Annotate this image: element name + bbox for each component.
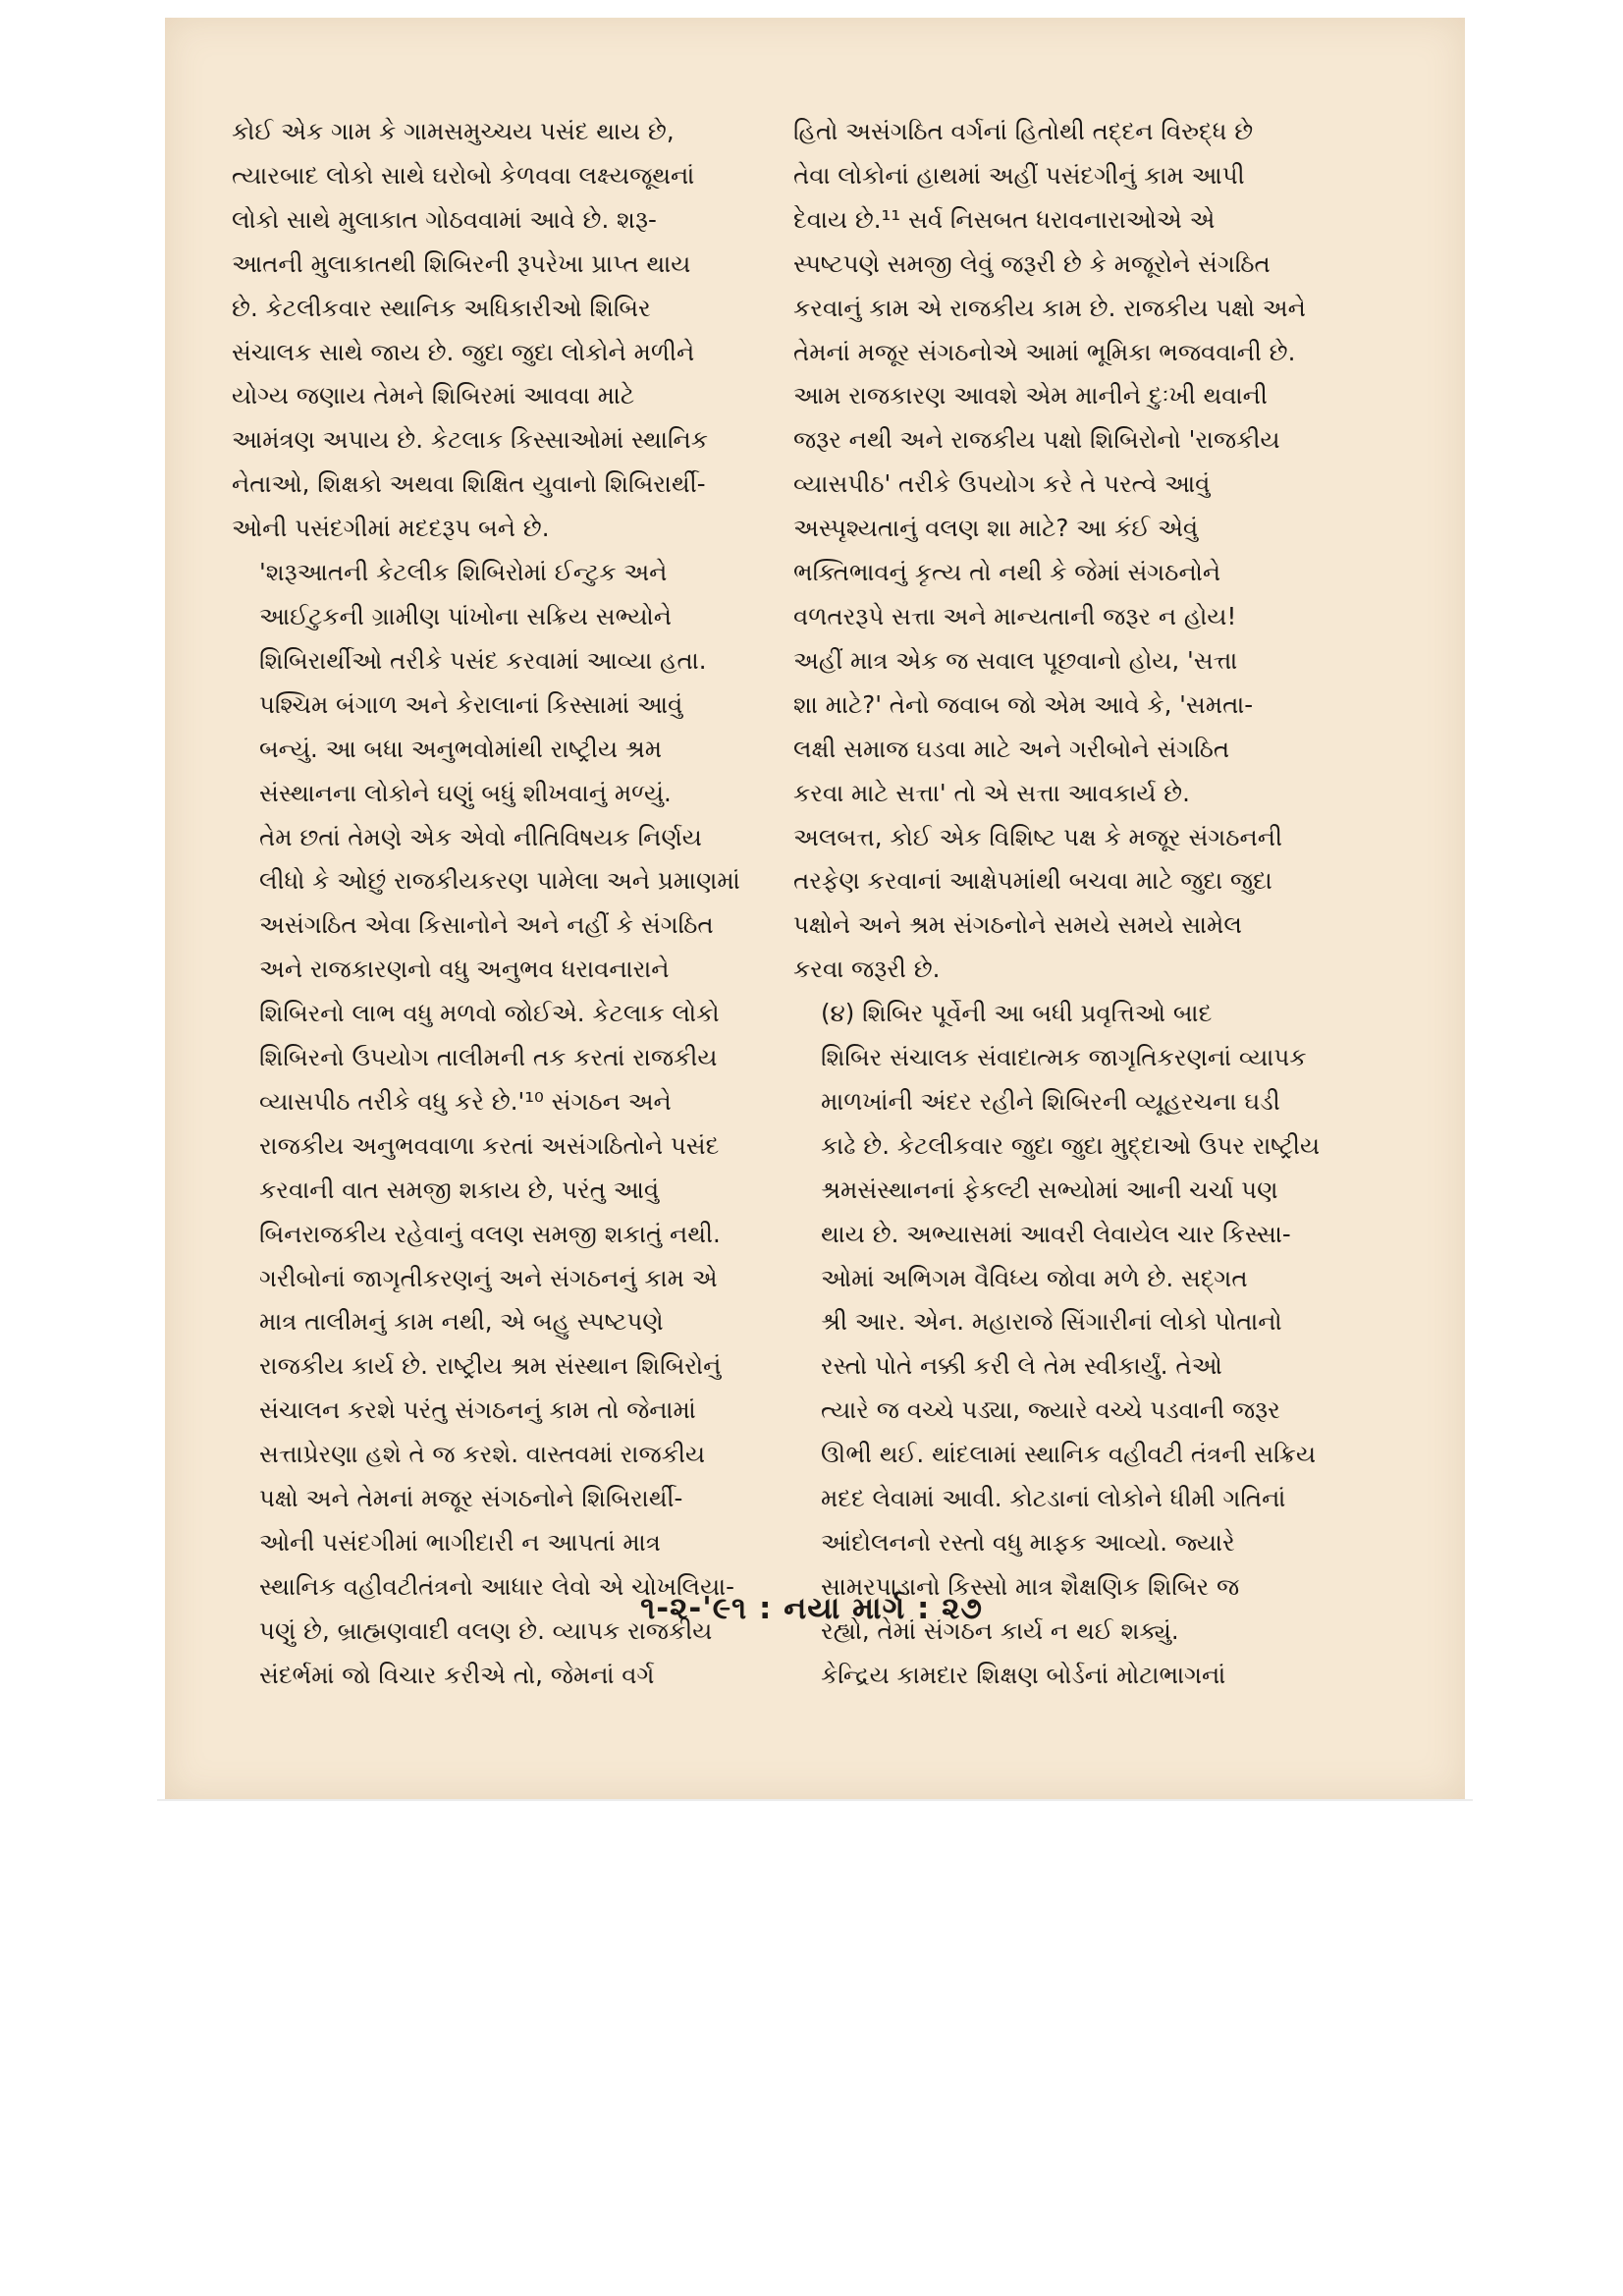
text-line: શિબિરનો લાભ વધુ મળવો જોઈએ. કેટલાક લોકો xyxy=(259,999,720,1028)
text-line: અસંગઠિત એવા કિસાનોને અને નહીં કે સંગઠિત xyxy=(259,910,714,940)
text-line: તેવા લોકોનાં હાથમાં અહીં પસંદગીનું કામ આપી xyxy=(793,160,1245,190)
text-line: લીધો કે ઓછું રાજકીયકરણ પામેલા અને પ્રમાણમાં xyxy=(259,866,740,896)
text-line: તેમ છતાં તેમણે એક એવો નીતિવિષયક નિર્ણય xyxy=(259,822,702,851)
text-line: કાઢે છે. કેટલીકવાર જુદા જુદા મુદ્દાઓ ઉપર રાષ્ટ્રીય xyxy=(821,1130,1321,1160)
paragraph xyxy=(793,1654,1343,1698)
text-line: રાજકીય કાર્ય છે. રાષ્ટ્રીય શ્રમ સંસ્થાન શિબિરોનું xyxy=(259,1351,722,1381)
text-line: ઓમાં અભિગમ વૈવિધ્ય જોવા મળે છે. સદ્ગત xyxy=(821,1263,1248,1292)
text-line: નેતાઓ, શિક્ષકો અથવા શિક્ષિત યુવાનો શિબિરાર્થી- xyxy=(232,469,706,499)
text-line: પણું છે, બ્રાહ્મણવાદી વલણ છે. વ્યાપક રાજકીય xyxy=(259,1615,713,1645)
text-line: આંદોલનનો રસ્તો વધુ માફક આવ્યો. જ્યારે xyxy=(821,1528,1235,1557)
text-line: (૪) શિબિર પૂર્વેની આ બધી પ્રવૃત્તિઓ બાદ xyxy=(821,999,1213,1028)
text-line: રસ્તો પોતે નક્કી કરી લે તેમ સ્વીકાર્યું. તેઓ xyxy=(821,1351,1222,1381)
text-line: જરૂર નથી અને રાજકીય પક્ષો શિબિરોનો 'રાજકીય xyxy=(793,425,1280,455)
text-line: શિબિરનો ઉપયોગ તાલીમની તક કરતાં રાજકીય xyxy=(259,1043,718,1072)
text-line: પશ્ચિમ બંગાળ અને કેરાલાનાં કિસ્સામાં આવું xyxy=(259,689,683,719)
text-line: 'શરૂઆતની કેટલીક શિબિરોમાં ઈન્ટુક અને xyxy=(259,558,668,587)
text-line: પક્ષો અને તેમનાં મજૂર સંગઠનોને શિબિરાર્થી- xyxy=(259,1484,683,1513)
text-line: લક્ષી સમાજ ઘડવા માટે અને ગરીબોને સંગઠિત xyxy=(793,734,1230,763)
paragraph xyxy=(793,992,1343,1654)
text-line: શ્રમસંસ્થાનનાં ફેકલ્ટી સભ્યોમાં આની ચર્ચા પણ xyxy=(821,1175,1278,1204)
text-line: માત્ર તાલીમનું કામ નથી, એ બહુ સ્પષ્ટપણે xyxy=(259,1307,664,1337)
text-line: ઓની પસંદગીમાં ભાગીદારી ન આપતાં માત્ર xyxy=(259,1528,661,1557)
text-line: શ્રી આર. એન. મહારાજે સિંગારીનાં લોકો પોતાનો xyxy=(821,1307,1282,1337)
text-line: રહ્યો, તેમાં સંગઠન કાર્ય ન થઈ શક્યું. xyxy=(821,1615,1179,1645)
text-line: અહીં માત્ર એક જ સવાલ પૂછવાનો હોય, 'સત્તા xyxy=(793,645,1238,675)
text-line: આમ રાજકારણ આવશે એમ માનીને દુઃખી થવાની xyxy=(793,381,1268,410)
text-line: કરવા જરૂરી છે. xyxy=(793,955,941,984)
text-line: ત્યારે જ વચ્ચે પડ્યા, જ્યારે વચ્ચે પડવાની જરૂર xyxy=(821,1395,1280,1425)
text-line: સામરપાડાનો કિસ્સો માત્ર શૈક્ષણિક શિબિર જ xyxy=(821,1571,1240,1601)
text-line: શા માટે?' તેનો જવાબ જો એમ આવે કે, 'સમતા- xyxy=(793,689,1254,719)
text-line: શિબિરાર્થીઓ તરીકે પસંદ કરવામાં આવ્યા હતા. xyxy=(259,645,707,675)
text-line: ત્યારબાદ લોકો સાથે ઘરોબો કેળવવા લક્ષ્યજૂથનાં xyxy=(232,160,695,190)
text-line: બન્યું. આ બધા અનુભવોમાંથી રાષ્ટ્રીય શ્રમ xyxy=(259,734,663,763)
text-line: અસ્પૃશ્યતાનું વલણ શા માટે? આ કંઈ એવું xyxy=(793,514,1199,543)
text-line: આમંત્રણ અપાય છે. કેટલાક કિસ્સાઓમાં સ્થાનિક xyxy=(232,425,709,455)
text-line: સ્થાનિક વહીવટીતંત્રનો આધાર લેવો એ ચોખલિયા- xyxy=(259,1571,734,1601)
paragraph xyxy=(232,551,782,1698)
text-line: રાજકીય અનુભવવાળા કરતાં અસંગઠિતોને પસંદ xyxy=(259,1130,720,1160)
text-line: સ્પષ્ટપણે સમજી લેવું જરૂરી છે કે મજૂરોને સંગઠિત xyxy=(793,248,1271,278)
scan-edge-divider xyxy=(157,1799,1473,1801)
text-line: હિતો અસંગઠિત વર્ગનાં હિતોથી તદ્દન વિરુદ્ધ છે xyxy=(793,117,1254,145)
text-line: ભક્તિભાવનું કૃત્ય તો નથી કે જેમાં સંગઠનોને xyxy=(793,558,1221,587)
text-line: અલબત્ત, કોઈ એક વિશિષ્ટ પક્ષ કે મજૂર સંગઠનની xyxy=(793,822,1282,851)
text-line: શિબિર સંચાલક સંવાદાત્મક જાગૃતિકરણનાં વ્યાપક xyxy=(821,1043,1307,1072)
paragraph xyxy=(232,110,782,551)
text-line: સંદર્ભમાં જો વિચાર કરીએ તો, જેમનાં વર્ગ xyxy=(259,1660,655,1689)
text-line: ગરીબોનાં જાગૃતીકરણનું અને સંગઠનનું કામ એ xyxy=(259,1263,718,1292)
text-line: વળતરરૂપે સત્તા અને માન્યતાની જરૂર ન હોય! xyxy=(793,601,1237,630)
text-line: મદદ લેવામાં આવી. કોટડાનાં લોકોને ધીમી ગતિનાં xyxy=(821,1484,1286,1513)
text-line: અને રાજકારણનો વધુ અનુભવ ધરાવનારાને xyxy=(259,955,670,984)
text-line: સંસ્થાનના લોકોને ઘણું બધું શીખવાનું મળ્યું. xyxy=(259,778,672,807)
text-line: દેવાય છે.¹¹ સર્વ નિસબત ધરાવનારાઓએ એ xyxy=(793,204,1216,234)
text-line: તરફેણ કરવાનાં આક્ષેપમાંથી બચવા માટે જુદા જુદા xyxy=(793,866,1272,896)
text-line: કરવાની વાત સમજી શકાય છે, પરંતુ આવું xyxy=(259,1175,660,1204)
text-line: ઓની પસંદગીમાં મદદરૂપ બને છે. xyxy=(232,514,550,543)
right-text-column xyxy=(793,110,1343,1698)
text-line: માળખાંની અંદર રહીને શિબિરની વ્યૂહરચના ઘડી xyxy=(821,1086,1280,1116)
text-line: કેન્દ્રિય કામદાર શિક્ષણ બોર્ડનાં મોટાભાગનાં xyxy=(821,1660,1226,1689)
text-line: સંચાલક સાથે જાય છે. જુદા જુદા લોકોને મળીને xyxy=(232,337,695,366)
page-footer: ૧-૨-'૯૧ : નયા માર્ગ : ૨૭ xyxy=(640,1591,983,1626)
text-line: કોઈ એક ગામ કે ગામસમુચ્ચય પસંદ થાય છે, xyxy=(232,117,675,145)
text-line: પક્ષોને અને શ્રમ સંગઠનોને સમયે સમયે સામેલ xyxy=(793,910,1242,940)
text-line: કરવાનું કામ એ રાજકીય કામ છે. રાજકીય પક્ષો અને xyxy=(793,293,1306,322)
text-line: આઈટુકની ગ્રામીણ પાંખોના સક્રિય સભ્યોને xyxy=(259,601,672,630)
text-line: બિનરાજકીય રહેવાનું વલણ સમજી શકાતું નથી. xyxy=(259,1219,721,1248)
text-line: કરવા માટે સત્તા' તો એ સત્તા આવકાર્ય છે. xyxy=(793,778,1190,807)
text-line: થાય છે. અભ્યાસમાં આવરી લેવાયેલ ચાર કિસ્સા- xyxy=(821,1219,1291,1248)
paragraph xyxy=(793,110,1343,992)
text-line: ઊભી થઈ. થાંદલામાં સ્થાનિક વહીવટી તંત્રની સક્રિય xyxy=(821,1440,1317,1469)
text-line: લોકો સાથે મુલાકાત ગોઠવવામાં આવે છે. શરૂ- xyxy=(232,204,657,234)
text-line: વ્યાસપીઠ' તરીકે ઉપયોગ કરે તે પરત્વે આવું xyxy=(793,469,1211,499)
text-line: વ્યાસપીઠ તરીકે વધુ કરે છે.'¹⁰ સંગઠન અને xyxy=(259,1086,672,1116)
text-line: યોગ્ય જણાય તેમને શિબિરમાં આવવા માટે xyxy=(232,381,635,410)
text-line: સંચાલન કરશે પરંતુ સંગઠનનું કામ તો જેનામાં xyxy=(259,1395,696,1425)
text-line: સત્તાપ્રેરણા હશે તે જ કરશે. વાસ્તવમાં રાજકીય xyxy=(259,1440,706,1469)
left-text-column xyxy=(232,110,782,1698)
text-line: આતની મુલાકાતથી શિબિરની રૂપરેખા પ્રાપ્ત થાય xyxy=(232,248,691,278)
text-line: તેમનાં મજૂર સંગઠનોએ આમાં ભૂમિકા ભજવવાની છે. xyxy=(793,337,1296,366)
text-line: છે. કેટલીકવાર સ્થાનિક અધિકારીઓ શિબિર xyxy=(232,293,651,322)
